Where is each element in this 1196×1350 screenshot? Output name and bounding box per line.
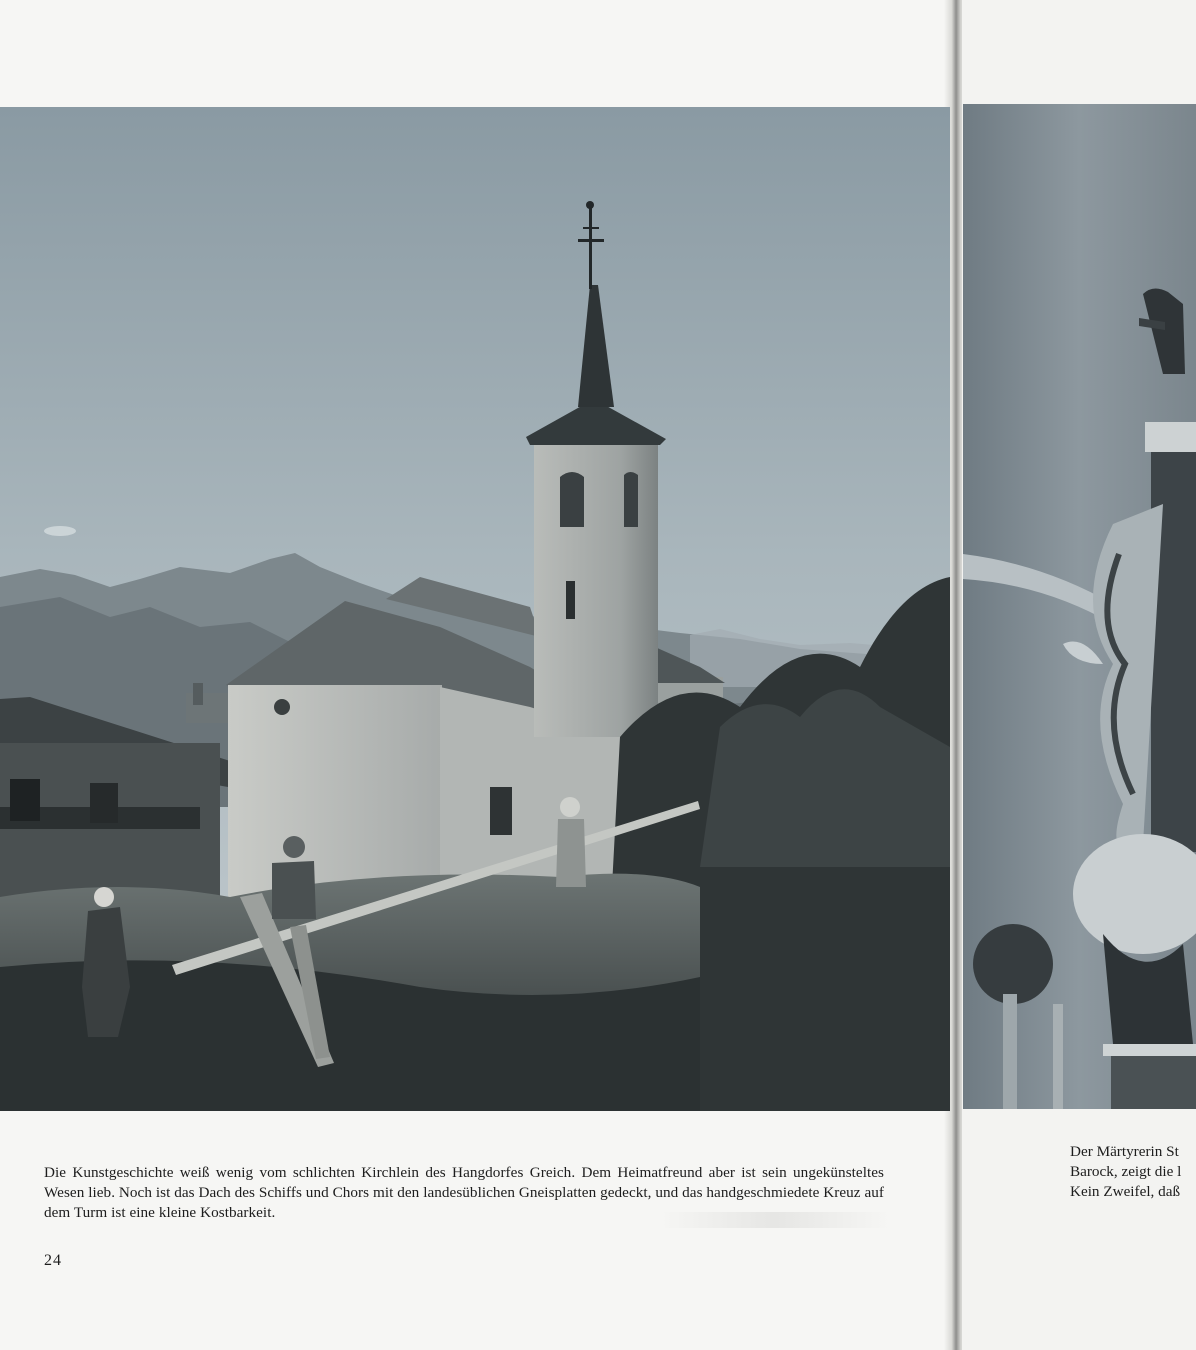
caption-line: Kein Zweifel, daß (1070, 1183, 1181, 1200)
photo-caption: Die Kunstgeschichte weiß wenig vom schlichten Kirchlein des Hangdorfes Greich. Dem Heimatfreund aber ist sein ungekünsteltes Wesen lieb. Noch ist das Dach des Schiffs und Chors mit den landesüblichen Gneisplatten gedeckt, und das handgeschmiedete Kreuz auf dem Turm ist eine kleine Kostbarkeit. (44, 1164, 884, 1222)
church-photo (0, 107, 950, 1111)
right-page-caption (1070, 1142, 1196, 1202)
caption-line: Der Märtyrerin St (1070, 1143, 1179, 1160)
altar-photo (963, 104, 1196, 1109)
caption-line: Barock, zeigt die l (1070, 1163, 1182, 1180)
page-number: 24 (44, 1252, 62, 1269)
